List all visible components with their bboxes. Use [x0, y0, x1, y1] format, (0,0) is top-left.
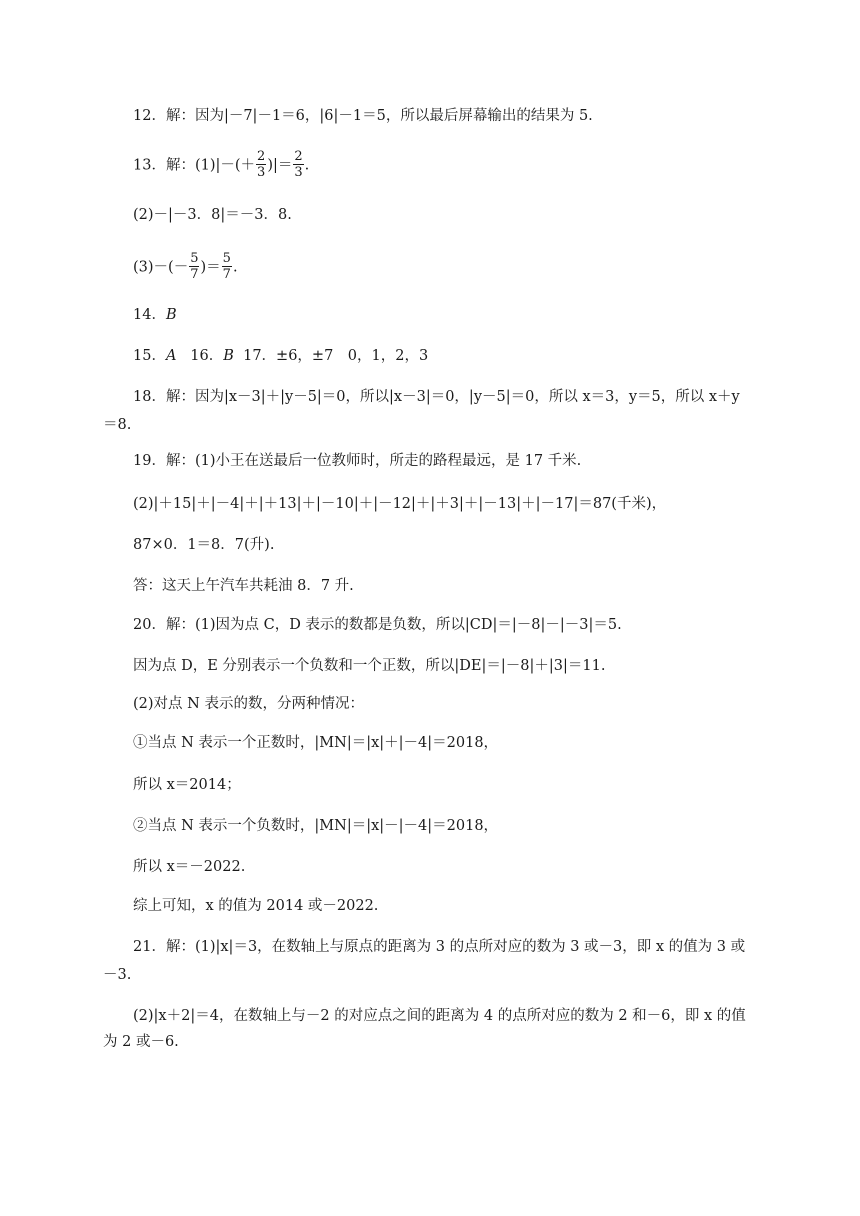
answer-14-number: 14．	[133, 307, 166, 323]
answer-18-line-2: ＝8.	[103, 417, 132, 433]
answer-13-equals: )|＝	[267, 157, 293, 174]
answer-20-line-1: 20．解：(1)因为点 C，D 表示的数都是负数，所以|CD|＝|－8|－|－3|＝5.	[133, 617, 622, 633]
answer-21-line-2: －3.	[103, 967, 132, 983]
answer-20-line-4: ①当点 N 表示一个正数时，|MN|＝|x|＋|－4|＝2018，	[133, 735, 499, 751]
answer-21-line-4: 为 2 或－6.	[103, 1034, 179, 1050]
answer-15-choice: A	[165, 348, 177, 364]
answer-15-17	[133, 347, 428, 365]
answer-13-3-period: .	[232, 259, 238, 276]
answer-19-line-3: 87×0．1＝8．7(升).	[133, 537, 275, 553]
answer-20-line-2: 因为点 D，E 分别表示一个负数和一个正数，所以|DE|＝|－8|＋|3|＝11.	[133, 658, 606, 674]
answer-13-part-1	[133, 150, 309, 181]
answer-16-choice: B	[223, 348, 234, 364]
fraction-denominator: 3	[257, 165, 266, 180]
answer-14-choice: B	[165, 307, 177, 323]
fraction-denominator: 7	[222, 267, 231, 282]
fraction-numerator: 2	[294, 149, 303, 164]
fraction-denominator: 7	[190, 267, 199, 282]
answer-17: 17．±6，±7 0，1，2，3	[243, 348, 429, 364]
answer-13-3-prefix: (3)－(－	[133, 259, 189, 276]
answer-19-line-1: 19．解：(1)小王在送最后一位教师时，所走的路程最远，是 17 千米.	[133, 453, 582, 469]
answer-15-number: 15．	[133, 348, 166, 364]
answer-18-line-1: 18．解：因为|x－3|＋|y－5|＝0，所以|x－3|＝0，|y－5|＝0，所以 x＝3，y＝5，所以 x＋y	[133, 389, 740, 405]
fraction-numerator: 5	[190, 251, 199, 266]
answer-13-3-equals: )＝	[200, 259, 221, 276]
answer-13-part-3	[133, 252, 238, 283]
fraction-denominator: 3	[294, 165, 303, 180]
answer-19-line-4: 答：这天上午汽车共耗油 8．7 升.	[133, 578, 354, 594]
fraction-numerator: 2	[257, 149, 266, 164]
answer-20-line-3: (2)对点 N 表示的数，分两种情况：	[133, 696, 364, 712]
answer-20-line-7: 所以 x＝－2022.	[133, 859, 246, 875]
answer-13-prefix: 13．解：(1)|－(＋	[133, 157, 256, 174]
fraction-two-thirds-result	[293, 149, 303, 180]
answer-19-line-2: (2)|＋15|＋|－4|＋|＋13|＋|－10|＋|－12|＋|＋3|＋|－13|＋|－17|＝87(千米)，	[133, 496, 667, 512]
answer-14	[133, 306, 177, 324]
answer-21-line-1: 21．解：(1)|x|＝3，在数轴上与原点的距离为 3 的点所对应的数为 3 或－3，即 x 的值为 3 或	[133, 939, 746, 955]
fraction-five-sevenths-result	[222, 251, 232, 282]
fraction-two-thirds	[256, 149, 266, 180]
answer-20-line-6: ②当点 N 表示一个负数时，|MN|＝|x|－|－4|＝2018，	[133, 818, 499, 834]
answer-12: 12．解：因为|－7|－1＝6，|6|－1＝5，所以最后屏幕输出的结果为 5.	[133, 108, 593, 124]
fraction-five-sevenths	[189, 251, 199, 282]
answer-20-line-8: 综上可知，x 的值为 2014 或－2022.	[133, 898, 379, 914]
answer-16-number: 16．	[190, 348, 224, 364]
answer-13-period: .	[304, 157, 310, 174]
fraction-numerator: 5	[222, 251, 231, 266]
answer-13-part-2: (2)－|－3．8|＝－3．8.	[133, 207, 292, 223]
answer-20-line-5: 所以 x＝2014；	[133, 777, 241, 793]
answer-21-line-3: (2)|x＋2|＝4，在数轴上与－2 的对应点之间的距离为 4 的点所对应的数为 2 和－6，即 x 的值	[133, 1008, 746, 1024]
